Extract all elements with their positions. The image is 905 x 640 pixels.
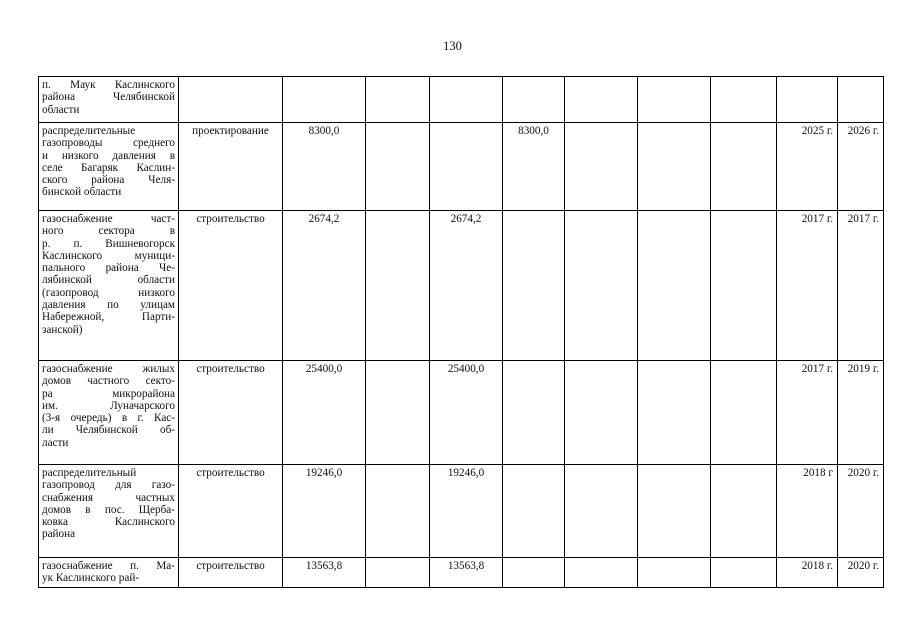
object-name-cell: [39, 211, 179, 361]
object-name-line: распределительный: [42, 467, 137, 479]
object-name-line: (3-я очередь) в г. Кас-: [42, 412, 175, 425]
funding-cell-7: [638, 123, 711, 211]
object-name-line: ного сектора в: [42, 225, 175, 238]
funding-cell-8: [711, 123, 777, 211]
end-year-cell: [838, 77, 884, 123]
funding-cell-4: 13563,8: [430, 558, 503, 588]
object-name-line: домов частного секто-: [42, 375, 175, 388]
object-name-line: газоснабжение част-: [42, 213, 175, 225]
start-year-cell: 2017 г.: [777, 361, 838, 465]
object-name-cell: [39, 558, 179, 588]
object-name-line: бинской области: [42, 186, 122, 199]
object-name-line: ра микрорайона: [42, 387, 175, 400]
object-name-line: лябинской области: [42, 274, 175, 287]
total-cost-cell: [283, 77, 366, 123]
funding-cell-5: [503, 77, 565, 123]
funding-cell-5: [503, 211, 565, 361]
funding-cell-4: [430, 77, 503, 123]
object-name-line: домов в пос. Щерба-: [42, 503, 175, 516]
object-name-line: газопроводы среднего: [42, 137, 175, 150]
object-name-line: газоснабжение жилых: [42, 363, 175, 375]
total-cost-cell: 19246,0: [283, 465, 366, 558]
funding-cell-3: [366, 558, 430, 588]
work-type-cell: строительство: [179, 361, 283, 465]
funding-cell-3: [366, 77, 430, 123]
object-name-line: района: [42, 528, 76, 541]
table-row: [39, 361, 884, 465]
object-name-line: распределительные: [42, 125, 136, 137]
work-type-cell: строительство: [179, 465, 283, 558]
funding-cell-8: [711, 211, 777, 361]
object-name-line: им. Луначарского: [42, 399, 175, 412]
total-cost-cell: 2674,2: [283, 211, 366, 361]
funding-cell-5: [503, 465, 565, 558]
funding-cell-4: 25400,0: [430, 361, 503, 465]
object-name-cell: [39, 361, 179, 465]
start-year-cell: 2017 г.: [777, 211, 838, 361]
work-type-cell: строительство: [179, 211, 283, 361]
end-year-cell: 2026 г.: [838, 123, 884, 211]
funding-cell-6: [565, 361, 638, 465]
funding-cell-5: [503, 361, 565, 465]
object-name-line: Набережной, Парти-: [42, 311, 175, 324]
object-name-cell: [39, 123, 179, 211]
page-number: 130: [443, 39, 462, 53]
funding-cell-3: [366, 211, 430, 361]
total-cost-cell: 13563,8: [283, 558, 366, 588]
funding-cell-6: [565, 123, 638, 211]
start-year-cell: 2018 г.: [777, 558, 838, 588]
object-name-cell: [39, 465, 179, 558]
funding-cell-6: [565, 211, 638, 361]
funding-cell-7: [638, 211, 711, 361]
work-type-cell: [179, 77, 283, 123]
start-year-cell: [777, 77, 838, 123]
end-year-cell: 2017 г.: [838, 211, 884, 361]
funding-cell-8: [711, 558, 777, 588]
funding-cell-3: [366, 465, 430, 558]
object-name-line: пального района Че-: [42, 262, 175, 275]
end-year-cell: 2019 г.: [838, 361, 884, 465]
work-type-cell: строительство: [179, 558, 283, 588]
object-name-line: газопровод для газо-: [42, 479, 175, 492]
object-name-line: ук Каслинского рай-: [42, 572, 140, 585]
funding-cell-7: [638, 361, 711, 465]
object-name-line: занской): [42, 323, 83, 336]
object-name-line: р. п. Вишневогорск: [42, 237, 175, 250]
object-name-line: района Челябинской: [42, 91, 175, 104]
funding-cell-6: [565, 558, 638, 588]
funding-cell-7: [638, 77, 711, 123]
funding-cell-3: [366, 361, 430, 465]
object-name-line: селе Багаряк Каслин-: [42, 161, 175, 174]
funding-cell-3: [366, 123, 430, 211]
funding-cell-4: [430, 123, 503, 211]
object-name-line: ковка Каслинского: [42, 516, 175, 529]
object-name-line: Каслинского муници-: [42, 249, 175, 262]
table-row: [39, 558, 884, 588]
start-year-cell: 2018 г: [777, 465, 838, 558]
end-year-cell: 2020 г.: [838, 465, 884, 558]
funding-cell-4: 2674,2: [430, 211, 503, 361]
table-row: [39, 123, 884, 211]
funding-cell-8: [711, 465, 777, 558]
work-type-cell: проектирование: [179, 123, 283, 211]
funding-cell-8: [711, 361, 777, 465]
funding-cell-8: [711, 77, 777, 123]
table-row: [39, 77, 884, 123]
funding-cell-5: [503, 558, 565, 588]
funding-cell-5: 8300,0: [503, 123, 565, 211]
object-name-line: п. Маук Каслинского: [42, 79, 175, 91]
total-cost-cell: 8300,0: [283, 123, 366, 211]
table-row: [39, 211, 884, 361]
object-name-line: ли Челябинской об-: [42, 424, 175, 437]
object-name-cell: [39, 77, 179, 123]
object-name-line: газоснабжение п. Ма-: [42, 560, 175, 572]
object-name-line: ласти: [42, 436, 69, 449]
object-name-line: ского района Челя-: [42, 174, 175, 187]
object-name-line: снабжения частных: [42, 491, 175, 504]
object-name-line: (газопровод низкого: [42, 286, 175, 299]
funding-cell-7: [638, 465, 711, 558]
program-table: [38, 76, 884, 588]
funding-cell-4: 19246,0: [430, 465, 503, 558]
start-year-cell: 2025 г.: [777, 123, 838, 211]
total-cost-cell: 25400,0: [283, 361, 366, 465]
table-row: [39, 465, 884, 558]
funding-cell-6: [565, 465, 638, 558]
object-name-line: давления по улицам: [42, 299, 175, 312]
funding-cell-7: [638, 558, 711, 588]
end-year-cell: 2020 г.: [838, 558, 884, 588]
funding-cell-6: [565, 77, 638, 123]
object-name-line: области: [42, 103, 80, 116]
object-name-line: и низкого давления в: [42, 149, 175, 162]
